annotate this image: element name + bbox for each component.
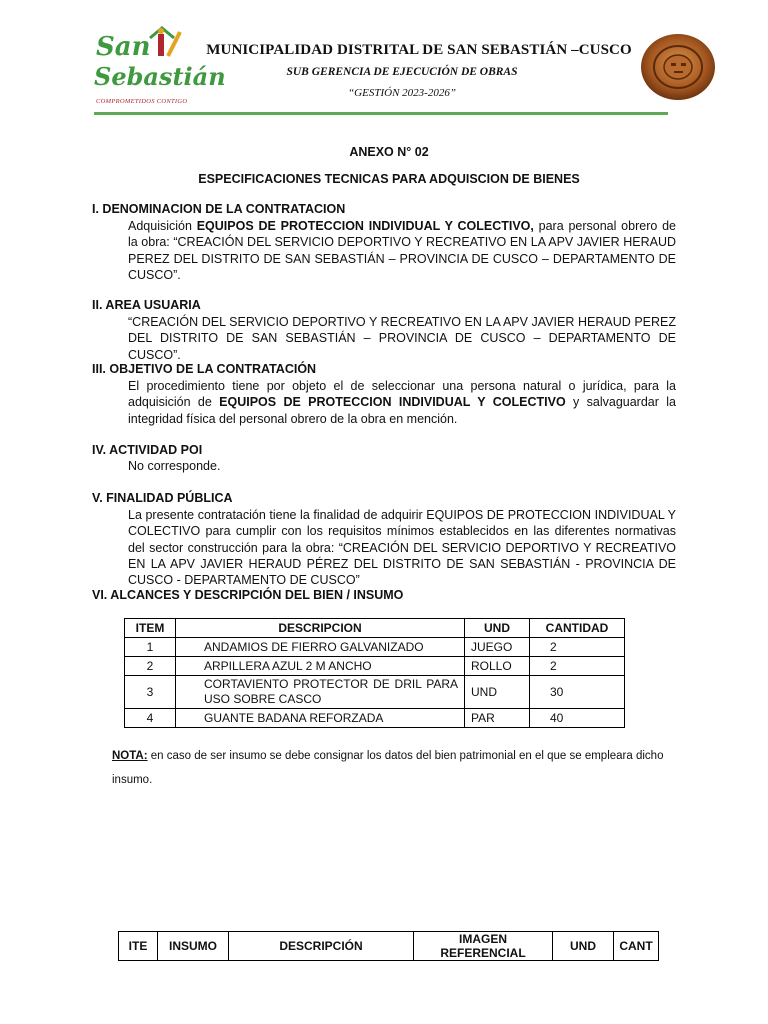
cell-desc: CORTAVIENTO PROTECTOR DE DRIL PARA USO SOBRE CASCO xyxy=(176,676,465,709)
logo-text-sebastian: Sebastián xyxy=(94,62,226,91)
section-1-text-bold: EQUIPOS DE PROTECCION INDIVIDUAL Y COLECTIVO, xyxy=(196,219,534,233)
section-4-heading: IV. ACTIVIDAD POI xyxy=(92,443,203,457)
cell-und: ROLLO xyxy=(465,657,530,676)
table-row xyxy=(125,676,625,709)
section-5-text: La presente contratación tiene la finalidad de adquirir EQUIPOS DE PROTECCION INDIVIDUAL Y COLECTIVO para cumplir con los requisitos mínimos establecidos en las diferentes normativas del sector construcción para la obra: “CREACIÓN DEL SERVICIO DEPORTIVO Y RECREATIVO EN LA APV JAVIER HERAUD PÉREZ DEL DISTRITO DE SAN SEBASTIÁN - PROVINCIA DE CUSCO - DEPARTAMENTO DE CUSCO” xyxy=(128,508,676,588)
cell-qty: 40 xyxy=(530,709,625,728)
logo-slogan: COMPROMETIDOS CONTIGO xyxy=(96,98,188,105)
supplies-table xyxy=(118,931,659,961)
col-ite: ITE xyxy=(119,932,158,961)
col-item: ITEM xyxy=(125,619,176,638)
management-period: “GESTIÓN 2023-2026” xyxy=(348,87,456,99)
section-1-text-pre: Adquisición xyxy=(128,219,197,233)
cell-desc: GUANTE BADANA REFORZADA xyxy=(176,709,465,728)
municipality-title: MUNICIPALIDAD DISTRITAL DE SAN SEBASTIÁN –CUSCO xyxy=(206,42,632,58)
section-6-heading: VI. ALCANCES Y DESCRIPCIÓN DEL BIEN / INSUMO xyxy=(92,588,404,602)
cell-item: 3 xyxy=(125,676,176,709)
cell-qty: 2 xyxy=(530,638,625,657)
logo-text-san: San xyxy=(96,32,151,62)
note-label: NOTA: xyxy=(112,750,148,762)
annex-number: ANEXO N° 02 xyxy=(349,145,429,159)
document-title: ESPECIFICACIONES TECNICAS PARA ADQUISCION DE BIENES xyxy=(198,172,580,186)
items-table xyxy=(124,618,625,728)
cell-item: 2 xyxy=(125,657,176,676)
cell-und: PAR xyxy=(465,709,530,728)
section-2-heading: II. AREA USUARIA xyxy=(92,298,201,312)
section-3-text-post: y salvaguardar la integridad física del personal obrero de la obra en mención. xyxy=(128,395,676,426)
col-cant: CANT xyxy=(614,932,659,961)
section-3-text-pre: El procedimiento tiene por objeto el de seleccionar una persona natural o jurídica, para la adquisición de xyxy=(128,379,676,410)
cell-item: 1 xyxy=(125,638,176,657)
cell-qty: 2 xyxy=(530,657,625,676)
section-1-heading: I. DENOMINACION DE LA CONTRATACION xyxy=(92,202,346,216)
section-5-heading: V. FINALIDAD PÚBLICA xyxy=(92,491,233,505)
col-insumo: INSUMO xyxy=(158,932,229,961)
items-table-header xyxy=(125,619,625,638)
col-descripcion: DESCRIPCION xyxy=(176,619,465,638)
cell-desc: ANDAMIOS DE FIERRO GALVANIZADO xyxy=(176,638,465,657)
table-row xyxy=(125,657,625,676)
section-3-text xyxy=(128,378,676,427)
col-und: UND xyxy=(553,932,614,961)
note-text: en caso de ser insumo se debe consignar los datos del bien patrimonial en el que se empleara dicho insumo. xyxy=(112,750,664,786)
col-imagen-referencial: IMAGEN REFERENCIAL xyxy=(414,932,553,961)
inca-sun-seal-icon xyxy=(640,33,716,101)
section-2-text: “CREACIÓN DEL SERVICIO DEPORTIVO Y RECREATIVO EN LA APV JAVIER HERAUD PEREZ DEL DISTRITO DE SAN SEBASTIÁN – PROVINCIA DE CUSCO – DEPARTAMENTO DE CUSCO”. xyxy=(128,315,676,362)
section-3-heading: III. OBJETIVO DE LA CONTRATACIÓN xyxy=(92,362,317,376)
section-4-text: No corresponde. xyxy=(128,459,221,473)
cell-item: 4 xyxy=(125,709,176,728)
section-3-text-bold: EQUIPOS DE PROTECCION INDIVIDUAL Y COLECTIVO xyxy=(219,395,566,410)
col-cantidad: CANTIDAD xyxy=(530,619,625,638)
cell-desc: ARPILLERA AZUL 2 M ANCHO xyxy=(176,657,465,676)
note-paragraph xyxy=(112,744,692,792)
cell-und: JUEGO xyxy=(465,638,530,657)
table-row xyxy=(125,709,625,728)
table-row xyxy=(125,638,625,657)
department-subtitle: SUB GERENCIA DE EJECUCIÓN DE OBRAS xyxy=(286,66,518,78)
cell-qty: 30 xyxy=(530,676,625,709)
col-und: UND xyxy=(465,619,530,638)
header-divider xyxy=(94,112,668,115)
col-descripcion: DESCRIPCIÓN xyxy=(229,932,414,961)
section-1-text-post: para personal obrero de la obra: “CREACIÓN DEL SERVICIO DEPORTIVO Y RECREATIVO EN LA APV JAVIER HERAUD PEREZ DEL DISTRITO DE SAN SEBASTIÁN – PROVINCIA DE CUSCO – DEPARTAMENTO DE CUSCO”. xyxy=(128,219,677,282)
supplies-table-header xyxy=(119,932,659,961)
section-1-text xyxy=(128,218,676,283)
cell-und: UND xyxy=(465,676,530,709)
